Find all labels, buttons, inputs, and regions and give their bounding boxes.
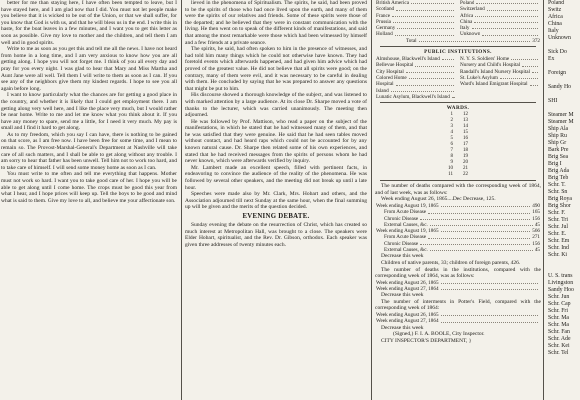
letter-body (1, 0, 177, 204)
institutions-right (460, 56, 540, 100)
paragraph: The spirits, he said, had often spoken to him in the presence of witnesses, and had told him many things which he could not otherwise have known. They had foretold events which afterwards happened, and had given him advice which had proved of the greatest value. He did not believe that all spirits were good; on the contrary, many of them were evil, and it was necessary to be careful in dealing with them. He concluded by saying that he was prepared to answer any questions that might be put to him. (185, 46, 367, 92)
institution-row-label: N. Y. S. Soldiers' Home (460, 56, 510, 63)
ward-number: 21 (463, 166, 468, 172)
paragraph: You must write to me often and tell me everything that happens. Mother must not work so hard. I want you to take good care of her. I hope you will be able to get along until I come home. The crops must be good this year from what I hear, and I hope prices will keep up. Tell the boys to be good and mind what is said to them. Give my love to all, and believe me your affectionate son. (1, 171, 177, 204)
nativity-row-label: British America (376, 0, 409, 6)
shipping-fragment-line: Schr. Em (548, 238, 570, 244)
disease-table (376, 203, 540, 253)
nativity-row-label: Prussia (376, 18, 391, 25)
disease-row-value: 156 (532, 215, 540, 222)
total-label: Total (406, 37, 417, 44)
shipping-fragment-line: Brig Shor (548, 203, 571, 209)
section-heading: EVENING DEBATE. (242, 213, 310, 220)
nativity-row-label: Scotland (376, 6, 395, 13)
institutions-heading: PUBLIC INSTITUTIONS. (424, 49, 492, 56)
shipping-fragment-line: Schr. Jul (548, 224, 568, 230)
disease-row-label: External Causes, &c. (384, 247, 428, 254)
column-divider (543, 0, 544, 400)
mortality-report-column (374, 0, 542, 400)
shipping-fragment-line: Foreign (548, 70, 567, 76)
shipping-fragment-line (548, 105, 580, 112)
ward-number: 8 (450, 154, 453, 160)
paragraph: His discourse showed a thorough knowledge of the subject, and was listened to with marked attention by a large audience. At its close Dr. Sharpe moved a vote of thanks to the lecturer, which was carried unanimously. The meeting then adjourned. (185, 92, 367, 119)
shipping-fragment-line: Schr. Ki (548, 252, 568, 258)
shipping-fragment-line: Schr. Kei (548, 343, 570, 349)
shipping-fragment-line: Africa (548, 14, 563, 20)
disease-row-value: 45 (534, 247, 540, 254)
shipping-fragment-line: Ship Gr (548, 140, 567, 146)
shipping-fragment-line: Schr. E. (548, 231, 567, 237)
signature-line: (Signed,) F. I. A. BOOLE, City Inspector. (393, 331, 485, 338)
paragraph: Week ending August 26, 1865....Dec Decrease, 125. (381, 196, 496, 203)
shipping-fragment-line: Switz (548, 7, 562, 13)
signature-block (375, 325, 541, 345)
paragraph: Decrease this week (381, 292, 424, 299)
ward-number: 17 (463, 142, 468, 148)
shipping-fragment-line: Schr. Ind (548, 245, 569, 251)
disease-row-value: 566 (532, 228, 540, 235)
ward-number: 13 (463, 118, 468, 124)
disease-row-value: 156 (532, 240, 540, 247)
shipping-fragment-line: Steamer M (548, 112, 574, 118)
shipping-fragment-line: Schr. T. (548, 182, 566, 188)
nativity-left (376, 0, 456, 38)
wards-column-a (448, 112, 453, 178)
shipping-fragment-line: Schr. Ma (548, 315, 569, 321)
paragraph: Write to me as soon as you get this and tell me all the news. I have not heard from home in a long time, and I am very anxious to know how you are all getting along. I hope you will not forget me. I think of you all every day and pray for you every night. I was glad to hear that Mary and Miss Martha and Aunt Jane were all well. Tell them I will write to them as soon as I can. If you see any of the neighbors give them my kindest regards. I hope to see you all again before long. (1, 46, 177, 92)
institution-row-label: Island (376, 87, 389, 94)
shipping-fragment-line: Schr. Fan (548, 329, 570, 335)
deaths-notes (375, 253, 541, 279)
paragraph: As to my freedom, which you say I can have, there is nothing to be gained on that score, as I am free now. I have been free for some time, and I mean to remain so. The Provost-Marshal-General's Department at Nashville will take care of all such matters, and I shall be able to get along without any trouble. I am sorry to hear that father has been unwell. Tell him not to work too hard, and to take care of himself. I will send some money home as soon as I can. (1, 131, 177, 171)
disease-row-label: Chronic Disease (384, 215, 419, 222)
shipping-fragment-line: Brig I (548, 161, 562, 167)
paragraph: Sunday evening the debate on the resurrection of Christ, which has created so much interest at Metropolitan Hall, was brought to a close. The speakers were Elder Hobart, spiritualist, and the Rev. Dr. Gibson, orthodox. Each speaker was given three addresses of twenty minutes each. (185, 222, 367, 248)
institution-deaths-row-label: Week ending August 26, 1865 (376, 279, 439, 286)
disease-row-label: External Causes, &c. (384, 221, 428, 228)
column-divider (371, 0, 372, 400)
ward-number: 12 (463, 112, 468, 118)
disease-row-label: From Acute Disease (384, 209, 427, 216)
potter-field-row-label: Week ending August 27, 1864 (376, 318, 439, 325)
paragraph: He was followed by Prof. Mattison, who read a paper on the subject of the manifestations, in which he stated that he had witnessed many of them, and that he was satisfied that they were genuine. He said that he had seen tables moved without contact, and had heard raps which could not be accounted for by any known natural cause. Dr. Sharpe then related some of his own experiences, and stated that he had received messages from the spirits of persons whom he had never known, which were afterwards verified by inquiry. (185, 118, 367, 165)
shipping-fragment-line: Schr. Cap (548, 301, 571, 307)
shipping-fragment-line: Unknown (548, 35, 571, 41)
institution-row (460, 81, 540, 87)
institution-deaths-row-label: Week ending August 27, 1864 (376, 285, 439, 292)
ward-number: 18 (463, 148, 468, 154)
institution-row-label: City Hospital (376, 68, 404, 75)
institution-row-label: Hospital (376, 81, 394, 88)
shipping-fragment-line: Schr. Sn (548, 189, 568, 195)
institution-row-label: Bellevue Hospital (376, 62, 414, 69)
shipping-fragment-line: Schr. Ade (548, 336, 571, 342)
shipping-fragment-line: Schr. Ma (548, 322, 569, 328)
shipping-fragment-line (548, 259, 580, 266)
nativity-row-label: Italy (460, 25, 470, 32)
disease-row-value: 490 (532, 202, 540, 209)
institution-row-label: Randall's Island Nursery Hospital (460, 68, 530, 75)
disease-row-label: From Acute Disease (384, 234, 427, 241)
shipping-fragment-line: Steamer M (548, 119, 574, 125)
nativity-table (376, 0, 540, 38)
shipping-fragment-line (548, 266, 580, 273)
potter-field-row-label: Week ending August 26, 1865 (376, 312, 439, 319)
institution-row-label: St. Luke's Asylum (460, 74, 498, 81)
total-row (376, 38, 540, 44)
institutions-left (376, 56, 456, 100)
ward-number: 7 (450, 148, 453, 154)
shipping-fragment-line: SHI (548, 98, 558, 104)
shipping-fragment-line: Sandy Hoo (548, 287, 574, 293)
spiritualism-body (185, 0, 367, 211)
institutions-table (376, 56, 540, 100)
potter-field-notes (375, 292, 541, 312)
paragraph: Children of native parents, 33; children of foreign parents, 426. (381, 259, 521, 266)
institution-row-label: Almshouse, Blackwell's Island (376, 56, 440, 63)
article-column-letter (0, 0, 178, 400)
ward-number: 5 (450, 136, 453, 142)
shipping-fragment-line: Brig Sea (548, 154, 569, 160)
disease-row-value: 271 (532, 234, 540, 241)
paragraph: I want to know particularly what the chances are for getting a good place in the country, and whether it is likely that I could get employment there. I am getting along very well here, and I like the place very much, but I would rather be near home. Write to me and let me know what you think about it. If you have any money to spare, send me a little, for I need it very much. My pay is small and I find it hard to get along. (1, 92, 177, 132)
potter-field-table (376, 312, 540, 325)
ward-number: 11 (448, 172, 453, 178)
nativity-row-label: Unknown (460, 31, 481, 38)
nativity-right (460, 0, 540, 38)
shipping-fragment-line: Schr. Tel (548, 350, 569, 356)
nativity-row-label: Switzerland (460, 6, 485, 13)
disease-row-label: Week ending August 19, 1865 (376, 228, 439, 235)
shipping-fragment-line: Ship Ala (548, 126, 569, 132)
paragraph: Speeches were made also by Mr. Clark, Mrs. Hobart and others, and the Association adjourned till next Sunday at the same hour, when the final summing up will be given and the merits of the question decided. (185, 191, 367, 211)
ward-number: 9 (450, 160, 453, 166)
institution-row (376, 94, 456, 100)
shipping-fragment-line: Ship Ru (548, 133, 567, 139)
paragraph: Mr. Lambert made an excellent speech, filled with pertinent facts, in endeavoring to convince the audience of the reality of the phenomena. He was followed by several other speakers, and the meeting did not break up until a late hour. (185, 164, 367, 191)
shipping-fragment-line: Brig Teb (548, 175, 569, 181)
shipping-fragment-line: Schr. Tri (548, 217, 568, 223)
total-value: 372 (532, 37, 540, 44)
paragraph: Decrease this week (381, 253, 424, 260)
shipping-fragment-line (548, 91, 580, 98)
ward-number: 19 (463, 154, 468, 160)
wards-column-b (463, 112, 468, 178)
shipping-fragment-line: Schr. F. (548, 210, 566, 216)
shipping-fragment-line: Sick Do (548, 49, 567, 55)
deaths-comparison (375, 183, 541, 203)
ward-number: 20 (463, 160, 468, 166)
ward-number: 4 (450, 130, 453, 136)
paragraph: The number of deaths in the institutions, compared with the corresponding week of 1864, was as follows: (375, 266, 541, 280)
shipping-fragment-line: Poland (548, 0, 565, 6)
shipping-fragment-line: Schr. Fri (548, 308, 568, 314)
ward-number: 14 (463, 124, 468, 130)
shipping-fragment-line (548, 77, 580, 84)
ward-number: 1 (450, 112, 453, 118)
shipping-fragment-line: Ex (548, 56, 555, 62)
nativity-row-label: China (460, 18, 473, 25)
nativity-row-label: Africa (460, 12, 474, 19)
shipping-fragment-line: Schr. Jun (548, 294, 570, 300)
ward-number: 2 (450, 118, 453, 124)
ward-number: 16 (463, 136, 468, 142)
paragraph: better for me than staying here, I have often been tempted to leave, but I have stayed here, and I am glad now that I did. You must not let people make you believe that it is wicked to be out of the Union, or that we shall suffer, for you know that God is with us, and that he will bless us in the end. I write this in haste, for the boat leaves in a few minutes, and I want you to get this letter as soon as possible. Give my love to mother and the children, and tell them I am well and in good spirits. (1, 0, 177, 46)
shipping-fragment-line: U. S. trans (548, 273, 573, 279)
ward-number: 22 (463, 172, 468, 178)
wards-heading: WARDS. (446, 105, 470, 112)
ward-number: 10 (448, 166, 453, 172)
shipping-fragment-line: Bark Pre (548, 147, 569, 153)
ward-number: 6 (450, 142, 453, 148)
paragraph: The number of deaths compared with the corresponding week of 1864, and of last week, was as follows: (375, 183, 541, 196)
shipping-fragment-line (548, 63, 580, 70)
shipping-fragment-line: Livingston (548, 280, 574, 286)
article-column-spiritualism (184, 0, 368, 400)
nativity-row-label: Germany (376, 25, 396, 32)
paragraph: The number of interments in Potter's Field, compared with the corresponding week of 1864: (375, 298, 541, 312)
institution-row-label: Lunatic Asylum, Blackwell's Island (376, 93, 450, 100)
disease-row-value: 45 (534, 221, 540, 228)
shipping-fragment-line: Brig Ada (548, 168, 570, 174)
paragraph: Decrease this week (381, 324, 424, 331)
institution-deaths-table (376, 280, 540, 293)
shipping-fragment-line: Italy (548, 28, 559, 34)
shipping-fragment-line: Sandy Ho (548, 84, 572, 90)
paragraph: lieved in the phenomena of Spiritualism. The spirits, he said, had been proved to be the spirits of those who had once lived upon the earth, and many of them were the spirits of our relatives and friends. Some of these spirits were those of the departed; and he believed that they were in constant communication with the living. He then went on to speak of the different kinds of manifestations, and said that among the most remarkable were those which had been witnessed by himself and a few friends at a private seance. (185, 0, 367, 46)
ward-number: 15 (463, 130, 468, 136)
disease-row-label: Week ending August 19, 1865 (376, 202, 439, 209)
institution-row-label: Ward's Island Emigrant Hospital (460, 81, 528, 88)
nativity-row-label: Poland (460, 0, 475, 6)
nativity-row-label: France (376, 12, 391, 19)
wards-table (374, 112, 542, 178)
nativity-row-label: Holland (376, 31, 393, 38)
shipping-column-fragment (546, 0, 580, 400)
ward-number: 3 (450, 124, 453, 130)
column-divider (181, 0, 182, 400)
shipping-fragment-line: China (548, 21, 562, 27)
institution-row-label: Colored Home (376, 74, 407, 81)
institution-row-label: Nursery and Child's Hospital (460, 62, 521, 69)
department-line: CITY INSPECTOR'S DEPARTMENT, } (381, 337, 472, 344)
disease-row-label: Chronic Disease (384, 240, 419, 247)
evening-body (185, 222, 367, 248)
disease-row-value: 165 (532, 209, 540, 216)
shipping-fragment-line (548, 42, 580, 49)
shipping-fragment-line: Brig Roya (548, 196, 572, 202)
